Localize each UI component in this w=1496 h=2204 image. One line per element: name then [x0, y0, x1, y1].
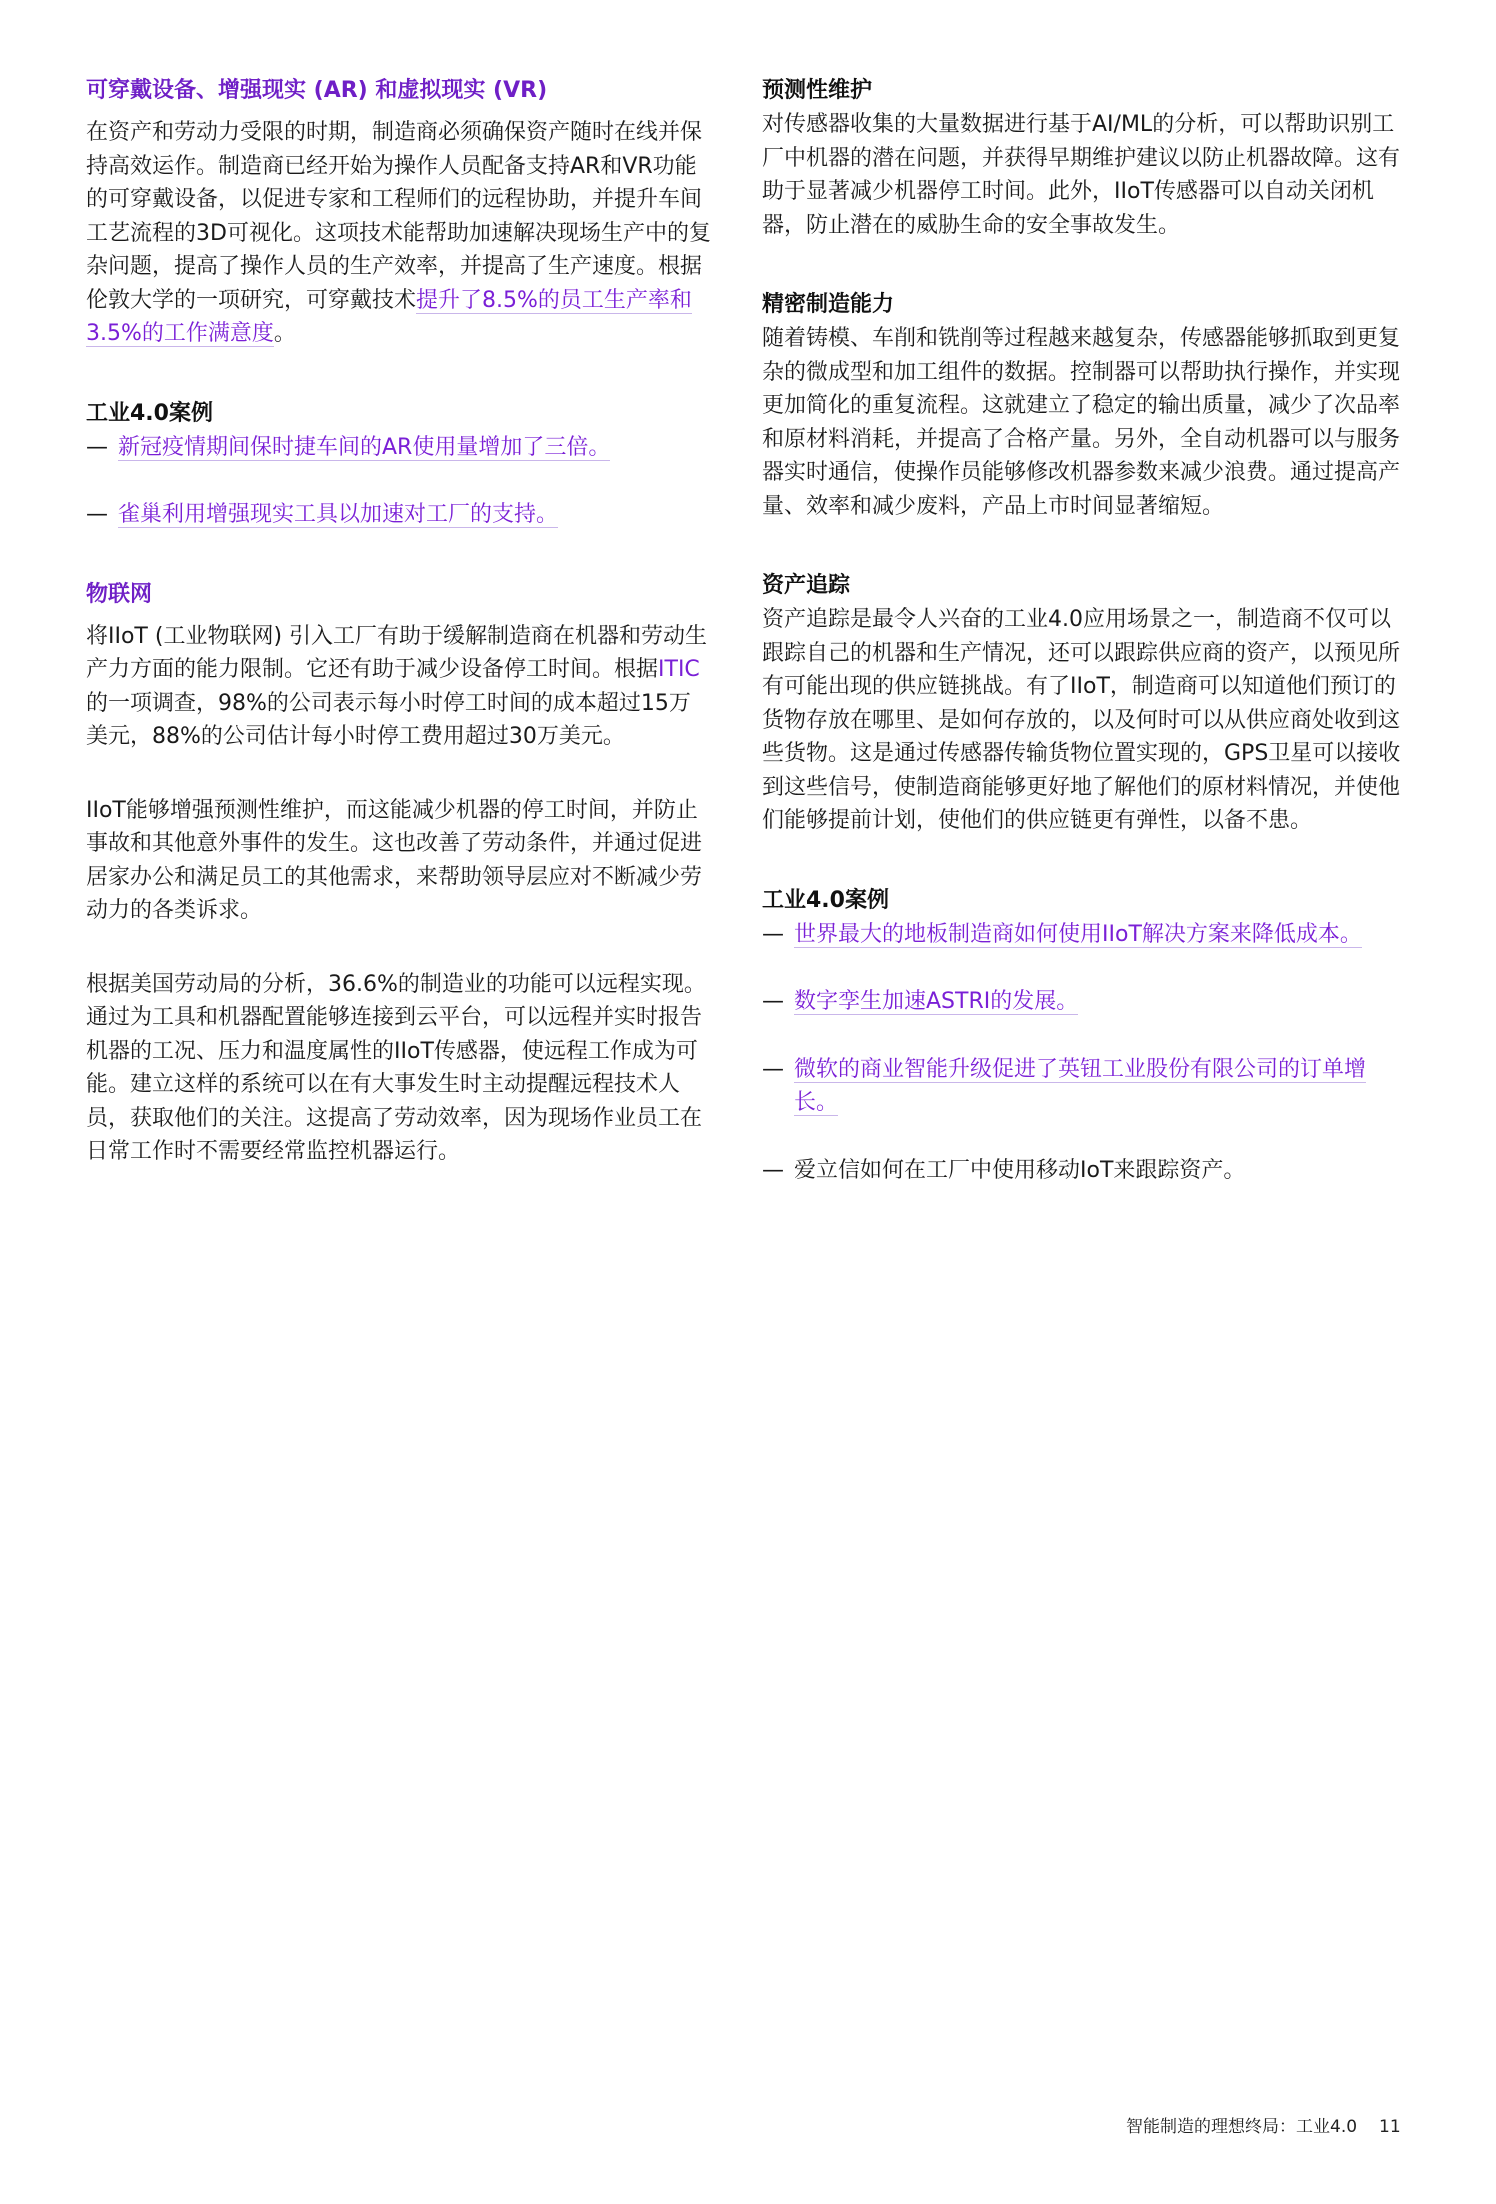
tracking-paragraph: 资产追踪是最令人兴奋的工业4.0应用场景之一，制造商不仅可以跟踪自己的机器和生产情况，还可以跟踪供应商的资产，以预见所有可能出现的供应链挑战。有了IIoT，制造商可以知道他们预订的货物存放在哪里、是如何存放的，以及何时可以从供应商处收到这些货物。这是通过传感器传输货物位置实现的，GPS卫星可以接收到这些信号，使制造商能够更好地了解他们的原材料情况，并使他们能够提前计划，使他们的供应链更有弹性，以备不患。 [762, 607, 1401, 833]
page-footer [1126, 2115, 1456, 2139]
predictive-paragraph: 对传感器收集的大量数据进行基于AI/ML的分析，可以帮助识别工厂中机器的潜在问题，并获得早期维护建议以防止机器故障。这有助于显著减少机器停工时间。此外，IIoT传感器可以自动关闭机器，防止潜在的威胁生命的安全事故发生。 [762, 112, 1401, 238]
section-title-cases-1: 工业4.0案例 [86, 400, 213, 426]
case-link-astri[interactable]: 数字孪生加速ASTRI的发展。 [794, 989, 1079, 1014]
iot-paragraph-2: IIoT能够增强预测性维护，而这能减少机器的停工时间，并防止事故和其他意外事件的发生。这也改善了劳动条件，并通过促进居家办公和满足员工的其他需求，来帮助领导层应对不断减少劳动力的各类诉求。 [86, 797, 703, 923]
itic-link[interactable]: ITIC [658, 657, 700, 682]
iot-paragraph-3: 根据美国劳动局的分析，36.6%的制造业的功能可以远程实现。通过为工具和机器配置能够连接到云平台，可以远程并实时报告机器的工况、压力和温度属性的IIoT传感器，使远程工作成为可能。建立这样的系统可以在有大事发生时主动提醒远程技术人员，获取他们的关注。这提高了劳动效率，因为现场作业员工在日常工作时不需要经常监控机器运行。 [86, 971, 706, 1164]
ar-vr-paragraph [86, 116, 711, 351]
dash-bullet: — [86, 434, 108, 460]
iot-text-a: 将IIoT (工业物联网) 引入工厂有助于缓解制造商在机器和劳动生产力方面的能力限制。它还有助于减少设备停工时间。根据 [86, 623, 708, 682]
case-text-ericsson: 爱立信如何在工厂中使用移动IoT来跟踪资产。 [794, 1157, 1246, 1183]
section-title-precision: 精密制造能力 [762, 292, 895, 317]
section-title-iot: 物联网 [86, 581, 153, 607]
case-item-nestle [86, 498, 711, 532]
dash-bullet: — [762, 1056, 784, 1082]
case-item-flooring [762, 918, 1402, 952]
case-link-microsoft[interactable]: 微软的商业智能升级促进了英钮工业股份有限公司的订单增长。 [794, 1056, 1367, 1115]
wearable-study-link[interactable]: 提升了8.5%的员工生产率和3.5%的工作满意度 [86, 287, 692, 346]
ar-vr-text-end: 。 [273, 321, 296, 346]
section-title-cases-2: 工业4.0案例 [762, 887, 889, 913]
page-number: 11 [1379, 2117, 1401, 2137]
case-item-ericsson [762, 1154, 1402, 1188]
footer-title: 智能制造的理想终局：工业4.0 [1126, 2117, 1358, 2137]
right-column [762, 74, 1402, 1187]
case-item-porsche [86, 431, 711, 465]
precision-paragraph: 随着铸模、车削和铣削等过程越来越复杂，传感器能够抓取到更复杂的微成型和加工组件的数据。控制器可以帮助执行操作，并实现更加简化的重复流程。这就建立了稳定的输出质量，减少了次品率和原材料消耗，并提高了合格产量。另外，全自动机器可以与服务器实时通信，使操作员能够修改机器参数来减少浪费。通过提高产量、效率和减少废料，产品上市时间显著缩短。 [762, 326, 1401, 519]
iot-paragraph-1 [86, 620, 711, 754]
case-link-flooring[interactable]: 世界最大的地板制造商如何使用IIoT解决方案来降低成本。 [794, 921, 1362, 947]
left-column [86, 74, 711, 1169]
iot-text-b: 的一项调查，98%的公司表示每小时停工时间的成本超过15万美元，88%的公司估计每小时停工费用超过30万美元。 [86, 690, 691, 749]
section-title-tracking: 资产追踪 [762, 573, 851, 598]
case-link-nestle[interactable]: 雀巢利用增强现实工具以加速对工厂的支持。 [118, 502, 559, 527]
case-item-astri [762, 985, 1402, 1019]
dash-bullet: — [762, 989, 784, 1014]
section-title-predictive: 预测性维护 [762, 78, 873, 103]
dash-bullet: — [86, 502, 108, 527]
section-title-ar-vr: 可穿戴设备、增强现实 (AR) 和虚拟现实 (VR) [86, 78, 548, 103]
case-link-porsche[interactable]: 新冠疫情期间保时捷车间的AR使用量增加了三倍。 [118, 434, 611, 460]
dash-bullet: — [762, 1157, 784, 1183]
case-item-microsoft [762, 1053, 1402, 1120]
dash-bullet: — [762, 921, 784, 947]
ar-vr-text: 在资产和劳动力受限的时期，制造商必须确保资产随时在线并保持高效运作。制造商已经开始为操作人员配备支持AR和VR功能的可穿戴设备，以促进专家和工程师们的远程协助，并提升车间工艺流程的3D可视化。这项技术能帮助加速解决现场生产中的复杂问题，提高了操作人员的生产效率，并提高了生产速度。根据伦敦大学的一项研究，可穿戴技术 [86, 120, 711, 313]
